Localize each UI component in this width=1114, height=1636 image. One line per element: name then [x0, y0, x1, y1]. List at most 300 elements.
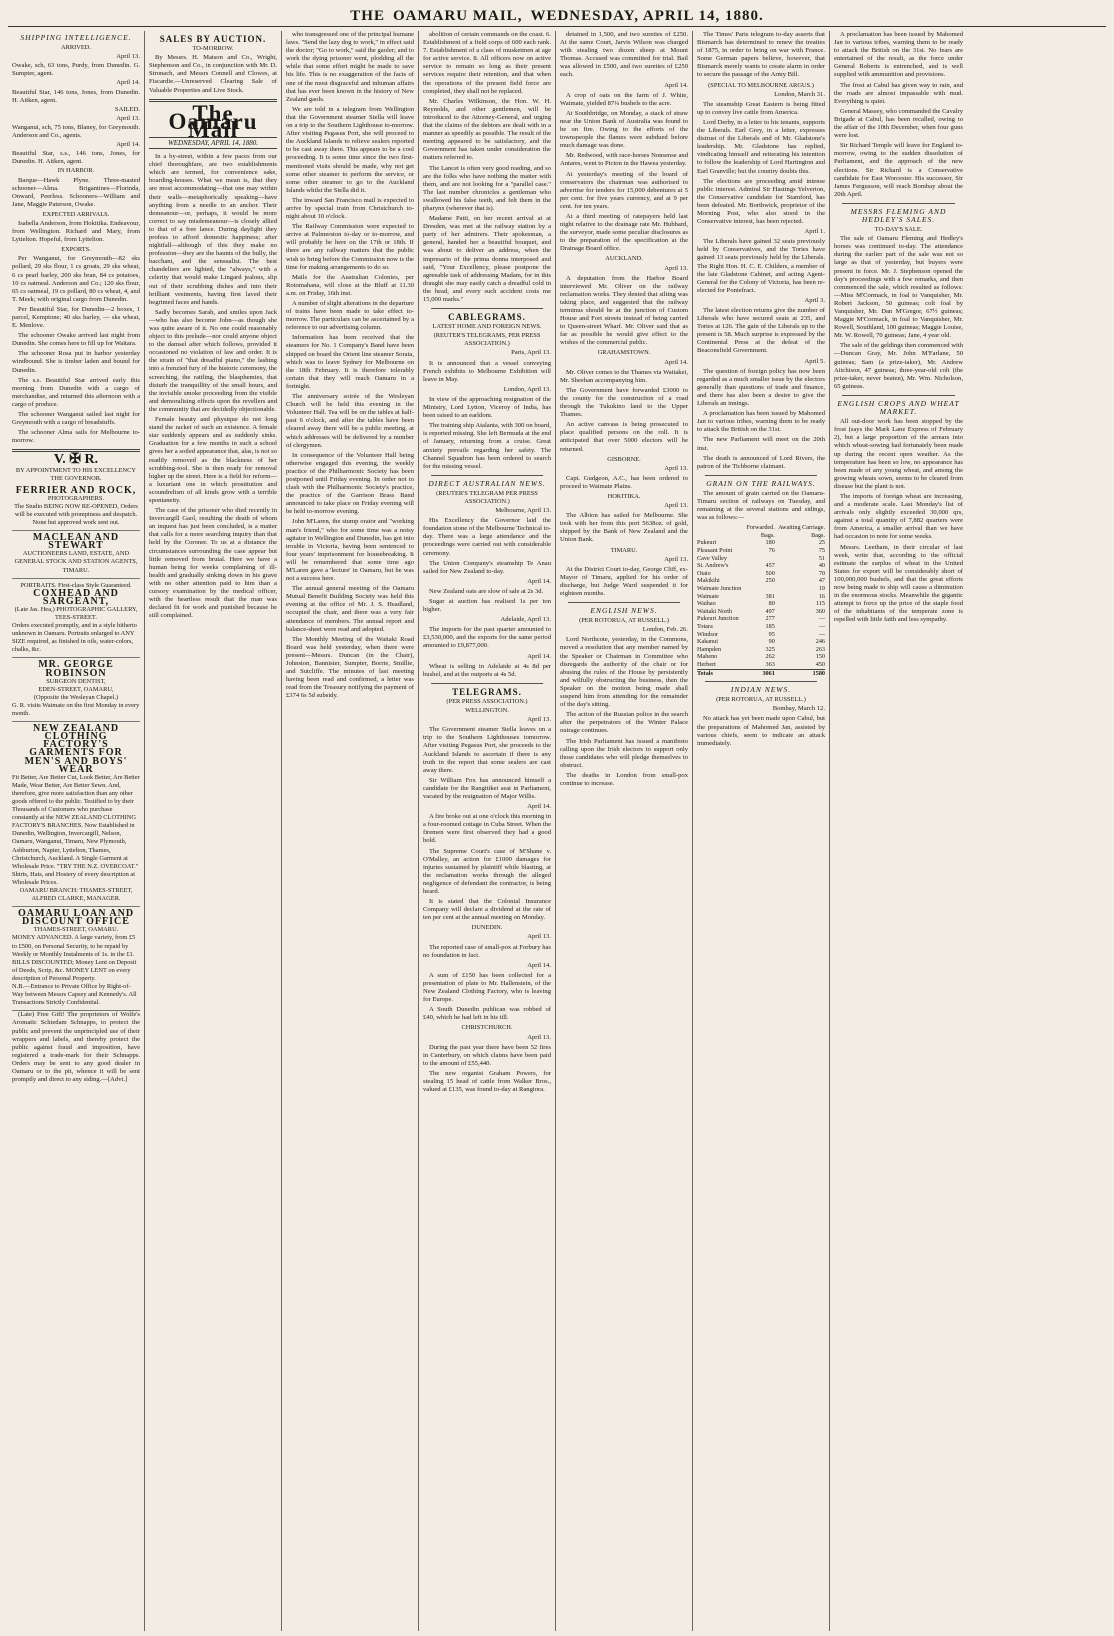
cablegram-item: The training ship Atalanta, with 300 on board, is reported missing. She left Bermuda at the end of January, returning from a cruise. Great anxiety prevails regarding her safety. The Channel Squadron has been ordered to search for the missing vessel.: [423, 422, 551, 470]
australian-item: The Union Company's steamship Te Anau sailed for New Zealand to-day.: [423, 559, 551, 575]
grain-table-units: [697, 532, 825, 540]
dunedin-item: The reported case of small-pox at Forbury has no foundation in fact.: [423, 943, 551, 959]
local-paragraph: We are told in a telegram from Wellington that the Government steamer Stella will leave on a trip to the Southern Lighthouse to-morrow. After visiting Pegasus Port, she will proceed to the Auckland Islands to relieve sealers reported to be cast away there. This appears to be a cool proceeding. It is some time since the two first-mentioned visits should be made, why not get some other steamer to perform the service, or some other steamer to go to the Auckland Islands whilst the Stella did it.: [286, 105, 414, 194]
shipping-item: April 13.: [116, 114, 140, 122]
australian-list: [423, 507, 551, 679]
english-news-list: [560, 626, 688, 788]
robinson-note: G. R. visits Waimate on the first Monday in every month.: [12, 701, 140, 718]
australian-item: New Zealand oats are slow of sale at 2s 3d.: [429, 587, 544, 595]
grain-station-cell: Pukeuri Junction: [697, 615, 739, 623]
masthead-date: WEDNESDAY, APRIL 14, 1880.: [530, 8, 764, 24]
grain-awaiting-cell: —: [818, 615, 825, 623]
grain-awaiting-cell: 25: [818, 539, 825, 547]
melbourne-argus-item: April 5.: [804, 357, 825, 365]
grain-forwarded-cell: [744, 555, 774, 563]
crops-heading: ENGLISH CROPS AND WHEAT MARKET.: [837, 398, 960, 417]
grain-awaiting-cell: 246: [815, 638, 825, 646]
ferrier-trade: PHOTOGRAPHERS.: [47, 494, 105, 502]
grain-table-row: [697, 547, 825, 555]
shipping-note: The schooner Owake arrived last night from Dunedin. She comes here to fill up for Waitara.: [12, 332, 140, 348]
grain-station-cell: Otaio: [697, 569, 711, 577]
telegrams-heading: TELEGRAMS.: [452, 686, 522, 697]
wellington-list: [423, 716, 551, 922]
crops-paragraph: All out-door work has been stopped by the frost (says the Mark Lane Express of February 2), but a large proportion of the arrears into which wheat-sowing had fortunately been made up during the recent open weather. As the temperature has been so low, no appearance has been made of any young wheat, and among the growing wheats sown, seems to be cleared from disease but the plant is not.: [834, 418, 963, 490]
robinson-name: MR. GEORGE ROBINSON: [38, 659, 114, 679]
grain-table-row: [697, 577, 825, 585]
editorial-paragraph: Female beauty and physique do not long stand the racket of such an existence. A female star suddenly appears and as suddenly sinks. Graduation for a few months in such a school gives her a soiled appearance that, alas, is not so readily removed as the blackness of her scrubbing-tool. She is then ready for removal higher up the street. Here is a field for reform—a luxuriant one in which prostitution and scoundrelism of all kinds grow with a terrible spontaneity.: [149, 416, 277, 504]
grahamstown-list: [560, 359, 688, 454]
ferrier-ad: [12, 484, 140, 531]
sales-heading: MESSRS FLEMING AND HEDLEY'S SALES.: [850, 206, 947, 224]
melbourne-argus-item: The Liberals have gained 32 seats previously held by Conservatives, and the Tories have gained 13 seats previously held by the Liberals. The Right Hon. H. C. E. Childers, a member of the late Gladstone Cabinet, and acting Agent-General for the Colony of Victoria, has been re-elected for Pontefract.: [697, 238, 825, 294]
grain-awaiting-cell: 115: [815, 600, 825, 608]
christchurch-list: [423, 1034, 551, 1095]
grain-forwarded-cell: 363: [765, 660, 775, 668]
column-2: [145, 31, 282, 1631]
local-news: [286, 31, 414, 701]
gisborne-item: April 13.: [664, 464, 688, 472]
column-3: [282, 31, 419, 1631]
grain-awaiting-cell: 16: [818, 592, 825, 600]
grain-forwarded-cell: 76: [768, 547, 775, 555]
australian-item: The imports for the past quarter amounted to £3,530,000, and the exports for the same period amounted to £9,877,000.: [423, 626, 551, 650]
grain-total-label: Totals: [697, 669, 744, 677]
grain-awaiting-cell: 360: [815, 607, 825, 615]
grain-unit-awaiting: Bags.: [811, 531, 825, 539]
coxhead-name: COXHEAD AND SARGEANT,: [33, 587, 119, 607]
auckland-list: [560, 265, 688, 348]
robinson-sub: (Opposite the Wesleyan Chapel.): [33, 693, 119, 701]
grain-forwarded-cell: 325: [765, 645, 775, 653]
english-news-item: The action of the Russian police in the search after the perpetrators of the Winter Palace outrage continues.: [560, 711, 688, 735]
hokitika-item: The Albion has sailed for Melbourne. She took with her from this port 5638oz. of gold, shipped by the Bank of New Zealand and the Union Bank.: [560, 512, 688, 544]
grain-awaiting-cell: 19: [818, 585, 825, 592]
grain-forwarded-cell: 457: [765, 562, 775, 570]
royal-crest-icon: V. ✠ R.: [53, 452, 99, 468]
dunedin-item: April 14.: [527, 961, 551, 969]
melbourne-argus-item: April 3.: [804, 296, 825, 304]
local-paragraph: who transgressed one of the principal humane laws. "Send the lazy dog to work," in effect said the doctor; "Go to work," said the gaoler; and to work the dying prisoner went, plodding all the while that some effort might be made to save his life. This is no exaggeration of the facts of one of the most disgraceful and inhuman affairs that has ever been known in the history of New Zealand gaols.: [286, 31, 414, 103]
dunedin-item: April 13.: [527, 933, 551, 941]
local-paragraph: The inward San Francisco mail is expected to arrive by special train from Christchurch to-night about 10 o'clock.: [286, 196, 414, 221]
grain-forwarded-cell: 90: [768, 638, 775, 646]
melbourne-argus-item: The question of foreign policy has now been regarded as a much smaller issue by the electors generally than questions of trade and finance, and there has also been a desire to give the Liberals an innings.: [697, 367, 825, 408]
wellington-item: A fire broke out at one o'clock this morning in a four-roomed cottage in Cuba Street. When the firemen were first observed they had a good hold.: [423, 813, 551, 845]
grain-unit-forwarded: Bags.: [760, 531, 775, 539]
christchurch-item: The new organist Graham Powers, for stealing 15 head of cattle from Walker Bros., valued at £135, was found to-day at Rangiora.: [423, 1069, 551, 1094]
exports-label: EXPORTS.: [61, 246, 91, 254]
clothing-branch: OAMARU BRANCH: THAMES-STREET, ALFRED CLARKE, MANAGER.: [19, 887, 133, 903]
timaru-heading: TIMARU.: [610, 546, 638, 554]
exports-text-2: Per Beautiful Star, for Dunedin—2 boxes, 1 parcel, Kemptone; 40 sks barley, — sks wheat, E. Menlove.: [12, 305, 140, 330]
grain-forwarded-cell: 500: [765, 569, 775, 577]
grain-awaiting-cell: 450: [815, 660, 825, 668]
grahamstown-item: An active canvass is being prosecuted to place qualified persons on the roll. It is anticipated that over 5000 electors will be returned.: [560, 421, 688, 453]
grain-forwarded-cell: [744, 585, 774, 593]
grain-table-row: [697, 600, 825, 608]
col7-paragraph: General Massey, who commanded the Cavalry Brigade at Cabul, has been recalled, owing to the affair of the 10th December, when four guns were lost.: [834, 107, 963, 140]
grain-station-cell: Cave Valley: [697, 554, 727, 562]
column-6: [693, 31, 830, 1631]
col5-paragraph: April 14.: [664, 81, 688, 89]
col5-paragraph: At yesterday's meeting of the board of conservators the chairman was authorised to advertise for tenders for 15,000 debentures at 5 per cent. for five years currency, and at 9 per cent. for ten years.: [560, 170, 688, 210]
gisborne-item: Capt. Gudgeon, A.C., has been ordered to proceed to Waimate Plains.: [560, 474, 688, 490]
editorial-paragraph: The case of the prisoner who died recently in Invercargill Gaol, resulting the death of whom an inquest has just been concluded, is a matter that calls for a more searching inquiry than that held by the Coroner. To us at a distance the circumstances surrounding the case appear but little removed from brutal. Here we have a human being for weeks complaining of ill-health and gradually sinking down in his grave with no other attention paid to him than a cursory examination by the medical officer, with the heartless result that the man was declared fit for work and punished because he still complained.: [149, 507, 277, 620]
grain-station-cell: Windsor: [697, 630, 719, 638]
local-paragraph: The anniversary soirée of the Wesleyan Church will be held this evening in the Volunteer Hall. Tea will be on the tables at half-past 6 o'clock, and after the tables have been cleared away there will be a public meeting, at which addresses will be delivered by a number of clergymen.: [286, 393, 414, 449]
schnapps-notice: (Late) Free Gift! The proprietors of Wolfe's Aromatic Schiedam Schnapps, to protect the public and prevent the unprincipled use of their wrappers and labels, and thereby protect the public against fraud and imposition, have registered a trade-mark for their Schnapps. Orders may be sent to any good dealer in Oamaru or to the pit, whence it will be sent promptly and direct to any siding.—[Advt.]: [12, 1011, 140, 1084]
grain-station-cell: Pukeuri: [697, 539, 717, 547]
timaru-list: [560, 556, 688, 598]
loan-address: THAMES-STREET, OAMARU.: [33, 926, 119, 934]
grain-table: [697, 524, 825, 677]
grain-total-row: [697, 669, 825, 677]
grain-awaiting-cell: 75: [818, 547, 825, 555]
masthead-the: THE: [350, 8, 385, 24]
local-paragraph: In consequence of the Volunteer Hall being otherwise engaged this evening, the weekly practice of the Philharmonic Society has been postponed until Friday evening. In order not to clash with the Philharmonic Society's practice, the practice of the Garrison Brass Band announced to take place on Friday evening will be held to-morrow evening.: [286, 451, 414, 516]
grain-awaiting-cell: —: [818, 630, 825, 638]
shipping-item: Beautiful Star, s.s., 146 tons, Jones, for Dunedin. H. Aitken, agent.: [12, 150, 140, 166]
auction-heading: SALES BY AUCTION.: [159, 34, 267, 44]
grain-table-header: [697, 524, 825, 532]
sales-list: [834, 235, 963, 391]
in-harbor-label: IN HARBOR.: [57, 167, 95, 175]
col6-body: [697, 31, 825, 80]
wellington-item: April 14.: [527, 803, 551, 811]
shipping-list: [12, 53, 140, 166]
maclean-trade: AUCTIONEERS LAND, ESTATE, AND GENERAL STOCK AND STATION AGENTS,: [14, 550, 138, 566]
indian-news-heading: INDIAN NEWS.: [730, 685, 792, 695]
english-news-item: The Irish Parliament has issued a manifesto calling upon the Irish electors to support only those candidates who will pledge themselves to obstruct.: [560, 737, 688, 769]
grain-total-forwarded: 3061: [744, 669, 774, 677]
cablegrams-heading: CABLEGRAMS.: [448, 312, 526, 323]
wellington-heading: WELLINGTON.: [465, 707, 509, 715]
indian-news-item: Bombay, March 12.: [772, 705, 825, 713]
grain-forwarded-cell: 277: [765, 615, 775, 623]
dunedin-heading: DUNEDIN.: [471, 924, 503, 932]
column-1: [8, 31, 145, 1631]
col5-paragraph: A crop of oats on the farm of J. White, Waimate, yielded 87¼ bushels to the acre.: [560, 91, 688, 107]
crops-paragraph: Messrs. Leetham, in their circular of last week, write that, according to the official estimate the surplus of wheat in the United States for export will be considerably short of 100,000,000 bushels, and that the great efforts now being made to ship will cause a diminution in the enormous stocks. Meanwhile the gigantic attempt to force up the price of the staple food of the inhabitants of the temperate zone is repelled with little faith and less sympathy.: [834, 543, 963, 624]
christchurch-item: April 13.: [527, 1033, 551, 1041]
grain-awaiting-cell: 51: [818, 554, 825, 562]
exports-text: Per Wanganui, for Greymouth—82 sks pollard, 29 sks flour, 1 cs groats, 29 sks wheat, 6 cs pearl barley, 200 sks bran, 84 cs potatoes, 10 cs oatmeal. Anderson and Co.; 120 sks flour, 65 cs oatmeal, 19 cs pollard, 80 cs wheat, 4, and T. Meek; with original cargo from Dunedin.: [12, 255, 140, 303]
grain-total-awaiting: 1580: [775, 669, 825, 677]
shipping-item: Wanganui, sch, 75 tons, Blaney, for Greymouth. Anderson and Co., agents.: [12, 123, 140, 140]
australian-item: Melbourne, April 13.: [495, 507, 551, 515]
arrived-label: ARRIVED.: [61, 44, 91, 52]
wellington-item: Sir William Fox has announced himself a candidate for the Rangitikei seat in Parliament, vacated by the resignation of Major Willis.: [423, 776, 551, 800]
english-news-item: Lord Northcote, yesterday, in the Commons, moved a resolution that any member named by the Speaker or Chairman in Committee who disregards the authority of the chair or for abusing the rules of the House by persistently and wilfully obstructing the business, then the Speaker on the motion being made shall suspend him from attending for the remainder of the day's sitting.: [560, 636, 688, 709]
english-news-heading: ENGLISH NEWS.: [590, 606, 658, 616]
grain-station-cell: Hampden: [697, 645, 722, 653]
loan-ad: [12, 907, 140, 1011]
english-news-item: London, Feb. 26.: [642, 626, 688, 634]
crops-list: [834, 418, 963, 624]
robinson-trade: SURGEON DENTIST,: [46, 677, 106, 685]
grahamstown-heading: GRAHAMSTOWN.: [597, 349, 651, 357]
grain-awaiting-cell: 263: [815, 645, 825, 653]
auction-sub: TO-MORROW.: [192, 45, 234, 53]
dunedin-item: A South Dunedin publican was robbed of £40, which he had left in his till.: [423, 1006, 551, 1022]
melbourne-argus-item: April 1.: [804, 228, 825, 236]
in-harbor-text: Barque—Hawk Plyne. Three-masted schooner—Alma. Brigantines—Florinda, Onward, Peerless. Schooners—William and Jane, Maggie Paterson, Owake.: [12, 176, 140, 208]
grain-station-cell: Pleasant Point: [697, 547, 733, 555]
grain-table-row: [697, 631, 825, 639]
dunedin-list: [423, 933, 551, 1022]
robinson-ad: [12, 658, 140, 722]
column-4: [419, 31, 556, 1631]
auckland-heading: AUCKLAND.: [605, 255, 643, 263]
melbourne-argus-list: [697, 91, 825, 471]
grain-station-cell: Maheno: [697, 653, 718, 661]
col5-paragraph: Mr. Redwood, with race-horses Nonsense and Antares, went to Picton in the Hawea yesterday.: [560, 152, 688, 168]
australian-item: His Excellency the Governor laid the foundation stone of the Melbourne Technical to-day. There was a large attendance and the proceedings were carried out with considerable ceremony.: [423, 517, 551, 557]
local-paragraph: The Monthly Meeting of the Waitaki Road Board was held yesterday, when there were present—Messrs. Duncan (in the Chair), Johnston, Bannister, Sumpter, Borrie, Smillie, and Sutcliffe. The minutes of last meeting having been read and confirmed, a letter was read from the Treasury notifying the payment of £374 6s 5d subsidy.: [286, 635, 414, 700]
col7-body: [834, 31, 963, 199]
christchurch-item: During the past year there have been 52 fires in Canterbury, on which claims have been paid to the amount of £55,440.: [423, 1043, 551, 1067]
local-paragraph: The annual general meeting of the Oamaru Mutual Benefit Building Society was held this evening at the office of Mr. J. S. Headland, occupied the chair, and there was a very fair attendance of members. The annual report and balance-sheet were read and adopted.: [286, 585, 414, 633]
grain-forwarded-cell: 95: [768, 630, 775, 638]
maclean-name: MACLEAN AND STEWART: [32, 532, 120, 552]
auction-text: By Messrs. H. Matson and Co., Wright, Stephenson and Co., in conjunction with Mr. D. Stronach, and Messrs Connell and Clowes, at Fiscardie.—Unreserved Clearing Sale of Valuable Properties and Live Stock.: [149, 54, 277, 94]
indian-news-list: [697, 705, 825, 747]
melbourne-argus-item: The latest election returns give the number of Liberals who have secured seats at 235, and Tories at 126. The gain of the Liberals up to the present is 58. Much surprise is expressed by the Continental Press at the defeat of the Beaconsfield Government.: [697, 307, 825, 355]
col7-paragraph: The frost at Cabul has given way to rain, and the roads are almost impassable with mud. Everything is quiet.: [834, 81, 963, 105]
cablegrams-credit: (REUTER'S TELEGRAMS, PER PRESS ASSOCIATION.): [433, 332, 541, 348]
ferrier-lines: The Studio BEING NOW RE-OPENED, Orders will be executed with promptness and despatch. None but approved work sent out.: [14, 502, 138, 527]
wellington-item: April 13.: [527, 716, 551, 724]
grain-table-row: [697, 570, 825, 578]
loan-private: N.B.—Entrance to Private Office by Right-of-Way between Messrs Capsey and Kennedy's. All Transactions Strictly Confidential.: [12, 983, 137, 1007]
editorial-date: WEDNESDAY, APRIL 14, 1880.: [149, 137, 277, 149]
column-7: [830, 31, 967, 1631]
melbourne-argus-item: A proclamation has been issued by Mahomed Jan to various tribes, warning them to be ready to attack the British on the 31st.: [697, 410, 825, 434]
english-news-credit: (PER ROTORUA, AT RUSSELL.): [579, 617, 669, 625]
grain-forwarded-cell: 497: [765, 607, 775, 615]
coxhead-pre: PORTRAITS. First-class Style Guaranteed.: [20, 581, 132, 589]
cablegram-item: It is announced that a vessel conveying French exhibits to Melbourne Exhibition will leave in May.: [423, 359, 551, 383]
grain-awaiting-cell: 70: [818, 569, 825, 577]
timaru-item: April 13.: [664, 555, 688, 563]
hokitika-heading: HOKITIKA.: [607, 492, 641, 500]
grain-table-row: [697, 661, 825, 669]
wellington-item: The Government steamer Stella leaves on a trip to the Southern Lighthouses tomorrow. After visiting Pegasus Port, she proceeds to the Auckland Islands to ascertain if there is any truth in the report that some sealers are cast away there.: [423, 726, 551, 774]
shipping-item: April 13.: [116, 53, 140, 61]
col5-paragraph: At a third meeting of ratepayers held last night relative to the drainage rate Mr. Hubbard, the surveyor, made some peculiar disclosures as to the preparation of the specification at the Drainage Board office.: [560, 212, 688, 253]
col5-paragraph: detained in 1,500, and two sureties of £250. At the same Court, Jarvis Wilson was charged with stealing two dozen sheep at Mount Thomas. Accused was committed for trial. Bail was allowed in £500, and two sureties of £250 each.: [560, 31, 688, 79]
grain-header-awaiting: Awaiting Carriage.: [778, 524, 825, 532]
coxhead-ad: [12, 579, 140, 659]
grain-table-row: [697, 608, 825, 616]
col5-body: [560, 31, 688, 253]
local-paragraph: John M'Laren, the stump orator and "working man's friend," who for some time was a noisy agitator in Wellington and Dunedin, has got into trouble in Victoria, having been sentenced to four years' imprisonment for housebreaking. It will be remembered that some time ago M'Laren gave a 'lecture' in Oamaru, but he was not a success here.: [286, 518, 414, 583]
australian-item: April 14.: [527, 652, 551, 660]
editorial-paragraph: Sadly becomes Sarah, and smiles upon Jack—who has also become John—as though she was quite aware of it. No one could reasonably object to this prelude—nor could anyone object to the damsel after which follows, provided it occasioned no violation of law and order. It is the strain of "that dreadful piano," the lashing into a frenzied fury of the historic ceremony, the screeching, the rattling, the blasphemies, that disturb the tranquillity of the small hours, and the invisible smoke proceeding from the visible and demoralising effects upon the revellers and the community that are decidedly objectionable.: [149, 308, 277, 413]
cablegram-item: In view of the approaching resignation of the Ministry, Lord Lytton, Viceroy of India, has been raised to an earldom.: [423, 395, 551, 420]
cablegram-list: [423, 349, 551, 470]
grain-table-row: [697, 623, 825, 631]
editorial-paragraph: In a by-street, within a few paces from our chief thoroughfare, are two establishments which are termed, for convenience sake, boarding-houses. What we mean is, that they are most accommodating—that one may within their walls—metaphorically speaking—have anything from a needle to an anchor. Their demeanour—or, perhaps, it would be more correct to say misdemeanour—is closely allied to that of a free lance. During daylight they profess to afford domestic happiness; after nightfall—although of this they make no profession—they are the haunts of the bully, the bacchant, and the sensualist. The best chandeliers are lighted, the "always," with a celerity that would make Lingard jealous, slip out of their scrubbing dishes and into their brilliant vestments, having first laved their begrimed faces and hands.: [149, 153, 277, 306]
crops-paragraph: The imports of foreign wheat are increasing, and a moderate scale. Last Monday's list of arrivals only slightly exceeded 30,000 qrs, against a total quantity of 7,882 quarters were from America, a smaller arrival than we have had occasion to note for some weeks.: [834, 492, 963, 541]
col4-paragraph: Madame Patti, on her recent arrival at at Dresden, was met at the railway station by a party of her admirers. Their spokesman, a general, handed her a beautiful bouquet, and was about to deliver an address, when the impresario of the prima donna interposed and said, "Your Excellency, please postpone the agreeable task of addressing Madam, for in this draught she may easily catch a dreadful cold in the head, and every such accident costs me 15,000 marks.": [423, 215, 551, 303]
shipping-item: April 14.: [116, 79, 140, 87]
shipping-item: Owake, sch, 63 tons, Purdy, from Dunedin. G. Sumpter, agent.: [12, 62, 140, 78]
australian-item: April 14.: [527, 577, 551, 585]
sales-paragraph: The sale of the geldings then commenced with—Duncan Gray, Mr. John M'Farlane, 50 guineas; Sam (a prize-taker), Mr. Andrew Aitchison, 47 guineas; three-year-old colt (the prize-taker, never beaten), Mr. Wm. Nicholson, 65 guineas.: [834, 342, 963, 390]
sales-paragraph: The sale of Oamaru Fleming and Hedley's horses was continued to-day. The attendance during the earlier part of the sale was not so large as that of yesterday, but buyers were present in force. Mr. J. Stephenson opened the day's proceedings with a few remarks, and then commenced the sale, which resulted as follows:—Miss M'Cormack, in foal to Vanquisher, Mr. Robert Jackson, 50 guineas; colt foal by Vanquisher, Mr. Dan M'Gregor, 67½ guineas; Maggie M'Cormack, in foal to Vanquisher, Mr. Rowell, Southland, 100 guineas; Maggie Louise, Mr. W. Rowell, 70 guineas; Jane, 4 year old.: [834, 235, 963, 340]
australian-heading: DIRECT AUSTRALIAN NEWS.: [428, 478, 546, 488]
shipping-item: SAILED.: [114, 105, 140, 113]
local-paragraph: The Railway Commission were expected to arrive at Palmerston to-day or to-morrow, and will probably be here on the 17th or 18th. If there are any railway matters that the public wish to bring before the Commission now is the time for making arrangements to do so.: [286, 223, 414, 271]
grain-forwarded-cell: 381: [765, 592, 775, 600]
grain-station-cell: Waitaki North: [697, 607, 733, 615]
coxhead-lines: Orders executed promptly, and in a style hitherto unknown in Oamaru. Portraits enlarged to ANY SIZE required, as finished in oils, water-colors, chalks, &c.: [12, 622, 137, 654]
indian-news-item: No attack has yet been made upon Cabul, but the preparations of Mahomed Jan, assisted by various chiefs, seem to indicate an attack immediately.: [697, 715, 825, 747]
col6-paragraph: The Times' Paris telegram to-day asserts that Bismarck has determined to renew the treaties of 1875, in order to bring on war with France. Some German papers believe, however, that Bismarck merely wants to create alarm in order to secure the passage of the Army Bill.: [697, 31, 825, 79]
hokitika-item: April 13.: [664, 502, 688, 510]
christchurch-heading: CHRISTCHURCH.: [461, 1024, 513, 1032]
grain-station-cell: Kakanui: [697, 638, 718, 646]
coxhead-sub: (Late Jas. Hea,) PHOTOGRAPHIC GALLERY, TEES-STREET.: [14, 605, 138, 621]
cablegram-item: Paris, April 13.: [511, 349, 551, 357]
grain-table-row: [697, 539, 825, 547]
loan-name: OAMARU LOAN AND DISCOUNT OFFICE: [17, 908, 135, 928]
masthead-title: OAMARU MAIL,: [392, 8, 523, 24]
telegrams-credit: (PER PRESS ASSOCIATION.): [446, 697, 528, 705]
grain-station-cell: Waihao: [697, 600, 716, 608]
grain-awaiting-cell: 150: [815, 653, 825, 661]
col4-paragraph: The Lancet is often very good reading, and so are the folks who have nothing the matter with them, and are not looking for a "parallel case." The last number chronicles a gentleman who swallowed his false teeth, and felt them in the pharynx (wherever that is).: [423, 164, 551, 212]
grain-station-cell: Waimate Junction: [697, 585, 742, 592]
wellington-item: It is stated that the Colonial Insurance Company will declare a dividend at the rate of ten per cent at the annual meeting on Monday.: [423, 898, 551, 922]
shipping-note: The schooner Alma sails for Melbourne to-morrow.: [12, 429, 140, 445]
grain-awaiting-cell: 40: [818, 562, 825, 570]
cablegrams-sub: LATEST HOME AND FOREIGN NEWS.: [432, 323, 542, 331]
grain-station-cell: Totara: [697, 622, 713, 630]
english-news-item: The deaths in London from small-pox continue to increase.: [560, 771, 688, 787]
grain-station-cell: Waimate: [697, 592, 719, 600]
auckland-item: April 13.: [664, 264, 688, 272]
editorial-title: The Oamaru Mail: [168, 100, 258, 142]
col7-paragraph: A proclamation has been issued by Mahomed Jan to various tribes, warning them to be ready to attack the British on the 31st. No fears are entertained of the result, as the force under General Roberts is entrenched, and is well supplied with ammunition and provisions.: [834, 31, 963, 79]
grain-forwarded-cell: 262: [765, 653, 775, 661]
grain-station-cell: Makikihi: [697, 577, 720, 585]
timaru-item: At the District Court to-day, George Cliff, ex-Mayor of Timaru, applied for his order of discharge, but Judge Ward suspended it for eighteen months.: [560, 565, 688, 597]
sales-sub: TO-DAY'S SALE.: [874, 226, 923, 234]
column-5: [556, 31, 693, 1631]
grain-header-forwarded: Forwarded.: [746, 524, 775, 532]
grain-table-body: [697, 539, 825, 669]
grain-table-row: [697, 653, 825, 661]
masthead: [8, 8, 1106, 27]
local-paragraph: A number of slight alterations in the departure of trains have been made to take effect to-morrow. The particulars can be ascertained by a reference to our advertising column.: [286, 300, 414, 332]
local-paragraph: Information has been received that the steamers for No. 1 Company's Band have been shipped on board the Orient line steamer Sorata, which was to leave Sydney for Melbourne on the 18th February. It is therefore tolerably certain that they will reach Oamaru in a fortnight.: [286, 334, 414, 390]
appointment-text: BY APPOINTMENT TO HIS EXCELLENCY THE GOVERNOR.: [15, 466, 137, 482]
grain-forwarded-cell: 185: [765, 622, 775, 630]
shipping-note: The schooner Wanganui sailed last night for Greymouth with a cargo of breadstuffs.: [12, 411, 140, 427]
grahamstown-item: April 14.: [664, 358, 688, 366]
dunedin-item: A sum of £150 has been collected for a presentation of plate to Mr. Hallenstein, of the New Zealand Clothing Factory, who is leaving for Europe.: [423, 971, 551, 1004]
col4-body: [423, 31, 551, 304]
grain-header-station: [697, 524, 744, 532]
grain-table-row: [697, 638, 825, 646]
grain-heading: GRAIN ON THE RAILWAYS.: [706, 478, 816, 488]
melbourne-argus-item: The death is announced of Lord Rivers, the patron of the Tichborne claimant.: [697, 454, 825, 470]
loan-lines: MONEY ADVANCED. A large variety, from £5 to £500, on Personal Security, to be repaid by Weekly or Monthly Instalments of 1s. in the £1. BILLS DISCOUNTED; Money Lent on Deposit of Deeds, Scrip, &c. MONEY LENT on every description of Personal Property.: [12, 934, 137, 982]
shipping-notes: [12, 332, 140, 445]
grain-awaiting-cell: 47: [818, 577, 825, 585]
expected-text: Isabella Anderson, from Hokitika. Endeavour, from Wellington. Richard and Mary, from Lyttelton. Hopeful, from Lyttelton.: [12, 219, 140, 244]
col5-paragraph: At Southbridge, on Monday, a stack of straw near the Union Bank of Australia was found to be on fire. Owing to the efforts of the townspeople the flames were subdued before much damage was done.: [560, 109, 688, 150]
expected-label: EXPECTED ARRIVALS.: [42, 210, 110, 218]
grain-unit-station: [697, 532, 744, 540]
shipping-note: The s.s. Beautiful Star arrived early this morning from Dunedin with a cargo of merchandise, and returned this afternoon with a cargo of produce.: [12, 376, 140, 408]
melbourne-argus-item: Lord Derby, in a letter to his tenants, supports the Liberals. Earl Grey, in a letter, expresses distrust of the Liberals and of Mr. Gladstone's leadership. Mr. Gladstone has replied, vindicating himself and reiterating his intention to follow the leadership of Lord Hartington and Earl Granville; but the country doubts this.: [697, 118, 825, 175]
gisborne-heading: GISBORNE.: [607, 455, 641, 463]
hokitika-list: [560, 502, 688, 544]
grain-table-row: [697, 593, 825, 601]
grain-table-row: [697, 646, 825, 654]
melbourne-argus-item: The elections are proceeding amid intense public interest. Admiral Sir Hastings Yelverton, the Conservative candidate for Stamford, has been defeated. Mr. Borthwick, proprietor of the Morning Post, who also stood in the Conservative interest, has been rejected.: [697, 177, 825, 226]
grain-forwarded-cell: 180: [765, 539, 775, 547]
cablegram-item: London, April 13.: [503, 385, 551, 393]
shipping-heading: SHIPPING INTELLIGENCE.: [20, 33, 132, 42]
clothing-name: NEW ZEALAND CLOTHING FACTORY'S GARMENTS FOR MEN'S AND BOYS' WEAR: [24, 723, 128, 775]
grain-table-row: [697, 555, 825, 563]
grain-table-row: [697, 562, 825, 570]
shipping-note: The schooner Rosa put in harbor yesterday windbound. She is timber laden and bound for Dunedin.: [12, 350, 140, 374]
shipping-item: April 14.: [116, 141, 140, 149]
grain-intro: The amount of grain carried on the Oamaru-Timaru section of railways on Tuesday, and remaining at the several stations and sidings, was as follows:—: [697, 489, 825, 522]
shipping-item: Beautiful Star, 146 tons, Jones, from Dunedin. H. Aitken, agent.: [12, 88, 140, 104]
grain-station-cell: Herbert: [697, 660, 716, 668]
col7-paragraph: Sir Richard Temple will leave for England to-morrow, owing to the sudden dissolution of Parliament, and the approach of the new elections. Sir Richard is a Conservative candidate for East Worcester. His successor, Sir James Fergusson, will reach Bombay about the 20th April.: [834, 142, 963, 198]
grain-table-row: [697, 615, 825, 623]
australian-item: Adelaide, April 13.: [500, 616, 551, 624]
melbourne-argus-item: London, March 31.: [774, 90, 825, 98]
local-paragraph: Mails for the Australian Colonies, per Rotomahana, will close at the Bluff at 11.30 a.m. on Friday, 16th inst.: [286, 273, 414, 297]
col4-paragraph: abolition of certain commands on the coast. 6. Establishment of a field corps of 600 each rank. 7. Establishment of a class of musketmen at age for active service. 8. All officers now on active service to remain so long as their present services require their retention, and that when the operations of the present field force are completed, they shall not be replaced.: [423, 31, 551, 95]
wellington-item: The Supreme Court's case of M'Shane v. O'Malley, an action for £1000 damages for injuries sustained by plaintiff while blasting, at the reclamation works through the alleged negligence of defendant the contractor, is being heard.: [423, 847, 551, 895]
grahamstown-item: Mr. Oliver comes to the Thames via Waitakei, Mr. Sheehan accompanying him.: [560, 368, 688, 384]
grain-awaiting-cell: —: [818, 622, 825, 630]
grain-forwarded-cell: 250: [765, 577, 775, 585]
grain-forwarded-cell: 80: [768, 600, 775, 608]
australian-item: Wheat is selling in Adelaide at 4s 8d per bushel, and at the outports at 4s 5d.: [423, 662, 551, 678]
editorial-body: [149, 153, 277, 620]
maclean-place: TIMARU.: [62, 566, 90, 574]
auckland-item: A deputation from the Harbor Board interviewed Mr. Oliver on the railway reclamation works. They denied that silting was taking place, and suggested that the railway terminus should be at the junction of Custom House and Fort streets instead of being carried to Queen-street Wharf. Mr. Oliver said that as far as possible he would give effect to the wishes of the commercial public.: [560, 274, 688, 347]
grain-table-row: [697, 585, 825, 593]
clothing-lines: Fit Better, Are Better Cut, Look Better, Are Better Made, Wear Better, Are Better Sewn. And, therefore, give more satisfaction than any other goods offered to the public. Testified to by their Thousands of Customers who purchase constantly at the NEW ZEALAND CLOTHING FACTORY'S BRANCHES. Now Established in Dunedin, Wellington, Invercargill, Nelson, Oamaru, Wanganui, Timaru, New Plymouth, Ashburton, Napier, Lyttelton, Thames, Christchurch, Auckland. A Single Garment at Wholesale Price. "TRY THE N.Z. OVERCOAT." Shirts, Hats, and Hosiery of every description at Wholesale Prices.: [12, 773, 140, 886]
melbourne-argus-heading: (SPECIAL TO MELBOURNE ARGUS.): [708, 81, 814, 89]
melbourne-argus-item: The new Parliament will meet on the 20th inst.: [697, 436, 825, 452]
clothing-ad: [12, 722, 140, 907]
maclean-ad: [12, 531, 140, 578]
col4-paragraph: Mr. Charles Wilkinson, the Hon. W. H. Reynolds, and other gentlemen, will be introduced to the Attorney-General, and urging that the claims of the debtors are dealt with in a manner as speedily as possible. The result of the meeting appeared to be satisfactory, and the Government has taken under consideration the matters referred to.: [423, 97, 551, 162]
robinson-address: EDEN-STREET, OAMARU,: [38, 685, 114, 693]
ferrier-name: FERRIER AND ROCK,: [15, 484, 137, 496]
gisborne-list: [560, 465, 688, 491]
melbourne-argus-item: The steamship Great Eastern is being fitted up to convey live cattle from America.: [697, 100, 825, 116]
indian-news-credit: (PER ROTORUA, AT RUSSELL.): [716, 696, 806, 704]
australian-credit: (REUTER'S TELEGRAM PER PRESS ASSOCIATION.): [436, 489, 538, 505]
grahamstown-item: The Government have forwarded £3000 to the county for the construction of a road through the Tukukino land to the Upper Thames.: [560, 386, 688, 419]
columns: [8, 31, 1106, 1631]
australian-item: Sugar at auction has realised 1s per ton higher.: [423, 598, 551, 614]
grain-station-cell: St. Andrew's: [697, 562, 729, 570]
